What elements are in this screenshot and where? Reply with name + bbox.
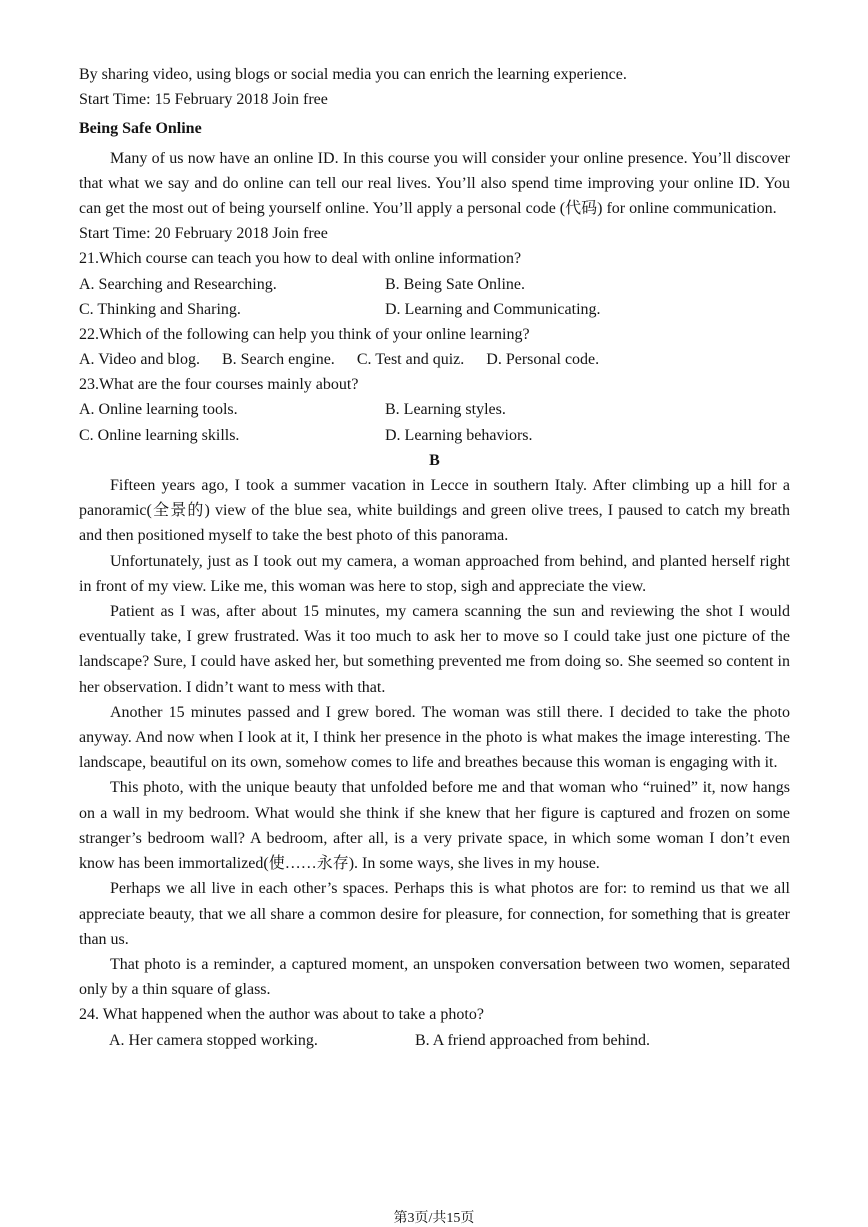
q22-option-d: D. Personal code. bbox=[486, 351, 600, 369]
document-page bbox=[79, 62, 790, 1053]
passage-paragraph-6: Perhaps we all live in each other’s spaces. Perhaps this is what photos are for: to remind us that we all appreciate beauty, that we all share a common desire for pleasure, for connection, for something that is greater than us. bbox=[79, 880, 790, 948]
page-footer: 第3页/共15页 bbox=[393, 1211, 475, 1226]
passage-paragraph-7: That photo is a reminder, a captured moment, an unspoken conversation between two women, separated only by a thin square of glass. bbox=[79, 955, 790, 999]
passage-paragraph-2: Unfortunately, just as I took out my camera, a woman approached from behind, and planted herself right in front of my view. Like me, this woman was here to stop, sigh and appreciate the view. bbox=[79, 552, 790, 595]
question-24-stem: 24. What happened when the author was about to take a photo? bbox=[79, 1006, 484, 1024]
q23-option-b: B. Learning styles. bbox=[385, 401, 506, 419]
q24-option-b: B. A friend approached from behind. bbox=[415, 1031, 651, 1049]
q22-option-b: B. Search engine. bbox=[221, 351, 335, 369]
question-23-options-row-1 bbox=[79, 397, 790, 422]
start-time-2: Start Time: 20 February 2018 Join free bbox=[79, 225, 328, 243]
q22-option-a: A. Video and blog. bbox=[79, 351, 200, 369]
question-22-options bbox=[79, 347, 790, 372]
question-22-stem: 22.Which of the following can help you think of your online learning? bbox=[79, 325, 530, 343]
question-21-stem: 21.Which course can teach you how to deal with online information? bbox=[79, 250, 522, 268]
course-title-being-safe-online: Being Safe Online bbox=[79, 120, 202, 138]
q22-option-c: C. Test and quiz. bbox=[356, 351, 465, 369]
passage-paragraph-1: Fifteen years ago, I took a summer vacation in Lecce in southern Italy. After climbing up a hill for a panoramic(全景的) view of the blue sea, white buildings and green olive trees, I paused to catch my breath and then positioned myself to take the best photo of this panorama. bbox=[79, 477, 790, 545]
question-24-options bbox=[79, 1028, 790, 1053]
question-21-options-row-1 bbox=[79, 272, 790, 297]
course-description: Many of us now have an online ID. In this course you will consider your online presence. You’ll discover that what we say and do online can tell our real lives. You’ll also spend time improving your online ID. You can get the most out of being yourself online. You’ll apply a personal code (代码) for online communication. bbox=[79, 149, 790, 217]
passage-paragraph-3: Patient as I was, after about 15 minutes, my camera scanning the sun and reviewing the shot I would eventually take, I grew frustrated. Was it too much to ask her to move so I could take just one picture of the landscape? Sure, I could have asked her, but something prevented me from doing so. She seemed so content in her observation. I didn’t want to mess with that. bbox=[79, 603, 790, 696]
question-21-options-row-2 bbox=[79, 297, 790, 322]
question-23-stem: 23.What are the four courses mainly about? bbox=[79, 376, 359, 394]
passage-paragraph-5: This photo, with the unique beauty that unfolded before me and that woman who “ruined” it, now hangs on a wall in my bedroom. What would she think if she knew that her figure is captured and frozen on some stranger’s bedroom wall? A bedroom, after all, is a very private space, in which some woman I don’t even know has been immortalized(使……永存). In some ways, she lives in my house. bbox=[79, 779, 790, 873]
start-time-1: Start Time: 15 February 2018 Join free bbox=[79, 91, 328, 109]
q24-option-a: A. Her camera stopped working. bbox=[109, 1031, 318, 1049]
q23-option-c: C. Online learning skills. bbox=[79, 426, 240, 444]
q21-option-a: A. Searching and Researching. bbox=[79, 275, 277, 293]
q21-option-b: B. Being Sate Online. bbox=[385, 275, 525, 293]
section-b-heading: B bbox=[429, 451, 440, 469]
q21-option-d: D. Learning and Communicating. bbox=[385, 300, 601, 318]
passage-paragraph-4: Another 15 minutes passed and I grew bored. The woman was still there. I decided to take the photo anyway. And now when I look at it, I think her presence in the photo is what makes the image interesting. The landscape, beautiful on its own, somehow comes to life and breathes because this woman is engaging with it. bbox=[79, 703, 790, 772]
course-text-line: By sharing video, using blogs or social media you can enrich the learning experience. bbox=[79, 66, 627, 83]
question-23-options-row-2 bbox=[79, 423, 790, 448]
q21-option-c: C. Thinking and Sharing. bbox=[79, 300, 241, 318]
q23-option-a: A. Online learning tools. bbox=[79, 401, 238, 419]
q23-option-d: D. Learning behaviors. bbox=[385, 426, 533, 444]
